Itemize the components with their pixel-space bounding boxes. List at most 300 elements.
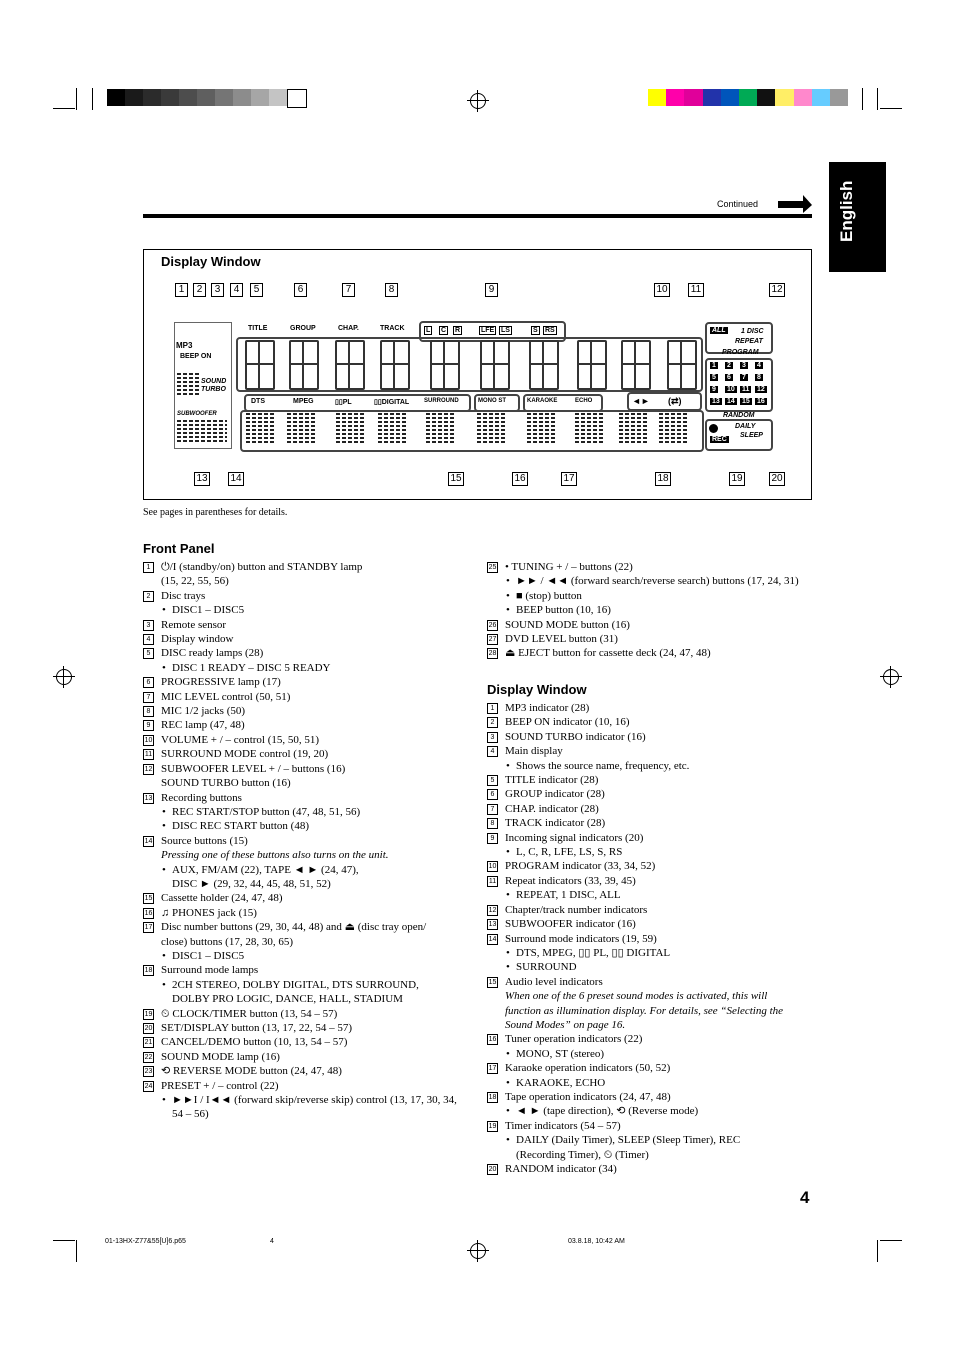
list-item [487,1119,783,1133]
item-text: Disc number buttons (29, 30, 44, 48) and ⏏ (disc tray open/ [161,921,427,934]
display-digit [289,340,319,390]
item-number: 26 [488,621,497,629]
color-swatch [161,89,179,106]
list-item [143,935,457,949]
list-item [143,1064,457,1078]
daily-indicator: DAILY [735,423,756,430]
color-swatch [215,89,233,106]
list-item [143,805,457,819]
item-number: 17 [488,1065,497,1073]
level-meter [659,413,689,445]
item-text: SUBWOOFER LEVEL + / – buttons (16) [161,762,346,775]
track-number-15: 15 [742,398,750,405]
track-number-11: 11 [742,386,750,393]
display-digit [480,340,510,390]
item-text: Cassette holder (24, 47, 48) [161,892,283,905]
language-tab-label: English [837,180,856,242]
mpeg-indicator: MPEG [293,398,314,405]
item-text: TITLE indicator (28) [505,774,599,787]
list-item [143,1021,457,1035]
track-number-3: 3 [742,362,746,369]
item-number: 2 [143,591,154,602]
track-number-1: 1 [712,362,716,369]
item-number: 10 [488,863,497,871]
color-swatch [107,89,125,106]
list-item [487,646,799,660]
list-item [143,819,457,833]
callout-17: 17 [561,472,577,486]
display-window-list [487,701,783,1176]
item-number: 1 [487,703,498,714]
front-panel-heading: Front Panel [143,541,215,556]
item-text: MIC 1/2 jacks (50) [161,705,246,718]
list-item [143,589,457,603]
list-item [143,1035,457,1049]
signal-rs: RS [545,327,555,334]
list-item [143,733,457,747]
callout-20: 20 [769,472,785,486]
callout-3: 3 [211,283,224,297]
level-meter [336,413,366,445]
item-number: 20 [488,1166,497,1173]
item-text: ⏻/I (standby/on) button and STANDBY lamp [161,561,363,573]
item-text: TRACK indicator (28) [505,817,606,830]
list-item [143,863,457,877]
level-meter [246,413,276,445]
callout-5: 5 [250,283,263,297]
color-swatch [269,89,287,106]
list-item [487,960,783,974]
item-number: 7 [143,692,154,703]
list-item [487,730,783,744]
color-swatch [703,89,721,106]
item-number: 22 [144,1053,153,1061]
callout-9: 9 [485,283,498,297]
color-swatch [721,89,739,106]
track-number-12: 12 [757,386,765,393]
level-meter [619,413,649,445]
color-swatch [143,89,161,106]
item-number: 2 [487,717,498,728]
item-text: ♫ PHONES jack (15) [161,906,257,919]
track-number-2: 2 [727,362,731,369]
item-number: 1 [143,562,154,573]
color-swatch [648,89,666,106]
item-text: SOUND TURBO button (16) [161,777,291,790]
item-number: 11 [488,877,497,885]
callout-7: 7 [342,283,355,297]
item-text: KARAOKE, ECHO [516,1076,606,1089]
list-item [487,946,783,960]
mp3-indicator: MP3 [176,341,193,350]
item-text: Tuner operation indicators (22) [505,1033,643,1046]
callout-16: 16 [512,472,528,486]
repeat-1disc-indicator: 1 DISC [741,328,764,335]
list-item [487,831,783,845]
item-text: DVD LEVEL button (31) [505,633,618,646]
item-text: MP3 indicator (28) [505,702,590,714]
item-text: DISC1 – DISC5 [172,949,245,962]
list-item [487,574,799,588]
signal-r: R [455,327,461,334]
level-meter [378,413,408,445]
level-meter [477,413,507,445]
item-number: 18 [144,967,153,975]
list-item [143,560,457,574]
list-item [487,1076,783,1090]
item-text: Timer indicators (54 – 57) [505,1119,621,1132]
display-digit [245,340,275,390]
list-item [487,744,783,758]
registration-mark-icon [56,669,72,685]
color-swatch [739,89,757,106]
item-number: 13 [144,794,153,802]
level-meter [527,413,557,445]
random-indicator: RANDOM [723,412,755,419]
list-item [487,1148,783,1162]
signal-ls: LS [501,327,510,334]
list-item [143,632,457,646]
item-text: DOLBY PRO LOGIC, DANCE, HALL, STADIUM [172,993,403,1006]
item-text: Main display [505,745,563,758]
crop-mark [880,1240,902,1241]
item-text: close) buttons (17, 28, 30, 65) [161,935,293,948]
item-number: 20 [144,1025,153,1032]
list-item [487,618,799,632]
list-item [487,1133,783,1147]
item-number: 8 [143,706,154,717]
timer-clock-icon [709,424,718,433]
subwoofer-level-bars [177,420,227,444]
item-text: Remote sensor [161,618,227,631]
sound-indicator: SOUND [201,378,227,385]
track-number-14: 14 [727,398,735,405]
item-text: SUBWOOFER indicator (16) [505,918,636,931]
item-text: DISC ► (29, 32, 44, 45, 48, 51, 52) [172,877,331,890]
level-meter [575,413,605,445]
track-number-10: 10 [727,386,735,393]
item-text: • TUNING + / – buttons (22) [505,561,633,573]
list-item [143,747,457,761]
list-item [487,816,783,830]
callout-6: 6 [294,283,307,297]
item-text: CANCEL/DEMO button (10, 13, 54 – 57) [161,1036,348,1049]
display-digit [529,340,559,390]
tape-direction-icon: ◄► [632,396,650,406]
reverse-mode-icon: (⇄) [668,396,682,406]
item-number: 12 [488,906,497,914]
sleep-indicator: SLEEP [740,432,763,439]
item-number: 10 [144,736,153,744]
track-number-9: 9 [712,386,716,393]
crop-mark [76,1240,77,1262]
item-text: REC START/STOP button (47, 48, 51, 56) [172,805,361,818]
list-item [487,888,783,902]
list-item [143,675,457,689]
color-swatch [666,89,684,106]
item-number: 25 [488,564,497,571]
list-item [143,618,457,632]
item-number: 24 [144,1082,153,1090]
signal-s: S [533,327,538,334]
signal-l: L [426,327,431,334]
item-text: DISC1 – DISC5 [172,604,245,617]
list-item [143,646,457,660]
item-number: 9 [487,833,498,844]
list-item [487,845,783,859]
list-item [487,975,783,989]
list-item [143,704,457,718]
track-number-6: 6 [727,374,731,381]
list-item [487,1004,783,1018]
track-number-16: 16 [757,398,765,405]
list-item [487,859,783,873]
crop-mark [880,108,902,109]
front-panel-column-2 [487,560,799,661]
list-item [143,1007,457,1021]
beep-on-indicator: BEEP ON [180,353,212,360]
chap-indicator: CHAP. [338,325,359,332]
item-text: Tape operation indicators (24, 47, 48) [505,1090,671,1103]
item-text: 54 – 56) [172,1108,209,1121]
display-digit [380,340,410,390]
track-indicator: TRACK [380,325,405,332]
list-item [487,989,783,1003]
list-item [143,848,457,862]
track-number-13: 13 [712,398,720,405]
item-text: RANDOM indicator (34) [505,1163,617,1175]
crop-mark [877,88,878,110]
language-tab [829,162,886,272]
list-item [143,1079,457,1093]
callout-13: 13 [194,472,210,486]
item-text: ►► / ◄◄ (forward search/reverse search) buttons (17, 24, 31) [516,575,799,588]
list-item [143,906,457,920]
repeat-all-indicator: ALL [712,327,726,334]
list-item [487,560,799,574]
track-number-7: 7 [742,374,746,381]
color-swatch [233,89,251,106]
item-text: BEEP ON indicator (10, 16) [505,716,630,729]
item-text: ►►I / I◄◄ (forward skip/reverse skip) control (13, 17, 30, 34, [172,1094,457,1107]
page-number: 4 [800,1188,810,1207]
item-text: 2CH STEREO, DOLBY DIGITAL, DTS SURROUND, [172,978,419,991]
item-text: DISC REC START button (48) [172,820,309,833]
item-number: 8 [487,818,498,829]
item-number: 5 [143,648,154,659]
turbo-indicator: TURBO [201,386,226,393]
item-number: 19 [488,1122,497,1130]
crop-mark [76,88,77,110]
list-item [487,589,799,603]
item-number: 27 [488,636,497,644]
item-number: 12 [144,765,153,773]
front-panel-column-1 [143,560,457,1122]
list-item [143,661,457,675]
track-number-5: 5 [712,374,716,381]
color-swatch [757,89,775,106]
crop-mark [53,1240,75,1241]
item-number: 6 [143,677,154,688]
item-number: 28 [488,650,497,658]
item-text: When one of the 6 preset sound modes is activated, this will [505,990,768,1003]
item-text: Repeat indicators (33, 39, 45) [505,874,636,887]
list-item [487,1032,783,1046]
item-text: function as illumination display. For details, see “Selecting the [505,1004,784,1017]
item-text: DISC ready lamps (28) [161,647,264,660]
item-number: 6 [487,789,498,800]
item-number: 14 [488,935,497,943]
item-number: 5 [487,775,498,786]
item-text: Surround mode indicators (19, 59) [505,932,657,945]
list-item [487,701,783,715]
list-item [143,1093,457,1107]
left-level-bars [177,373,199,397]
see-pages-note: See pages in parentheses for details. [143,507,288,518]
item-text: Disc trays [161,589,206,602]
list-item [143,791,457,805]
item-text: AUX, FM/AM (22), TAPE ◄ ► (24, 47), [172,863,359,876]
item-number: 13 [488,921,497,929]
list-item [143,690,457,704]
continued-arrow-icon [778,193,813,213]
crop-mark [53,108,75,109]
display-window-heading: Display Window [487,682,587,697]
list-item [487,932,783,946]
list-item [487,903,783,917]
echo-indicator: ECHO [575,398,593,404]
item-text: PROGRESSIVE lamp (17) [161,676,281,689]
item-text: REC lamp (47, 48) [161,719,245,732]
list-item [143,718,457,732]
crop-mark [92,88,93,110]
item-text: DISC 1 READY – DISC 5 READY [172,661,331,674]
item-text: SET/DISPLAY button (13, 17, 22, 54 – 57) [161,1022,353,1034]
color-swatch [179,89,197,106]
display-digit [577,340,607,390]
list-item [143,1107,457,1121]
item-text: SOUND MODE lamp (16) [161,1050,280,1063]
list-item [143,992,457,1006]
item-text: Incoming signal indicators (20) [505,831,644,844]
program-indicator: PROGRAM [722,349,759,356]
list-item [143,963,457,977]
list-item [487,1018,783,1032]
continued-label: Continued [717,199,759,209]
list-item [143,603,457,617]
color-swatch [775,89,793,106]
footer-date: 03.8.18, 10:42 AM [568,1238,625,1245]
item-text: Surround mode lamps [161,964,259,977]
track-number-4: 4 [757,362,761,369]
callout-10: 10 [654,283,670,297]
item-text: Audio level indicators [505,975,603,988]
track-number-8: 8 [757,374,761,381]
item-text: Pressing one of these buttons also turns on the unit. [161,849,389,862]
item-text: SURROUND MODE control (19, 20) [161,748,329,761]
item-text: BEEP button (10, 16) [516,604,611,617]
list-item [487,1061,783,1075]
level-meter [426,413,456,445]
item-text: (Recording Timer), ⏲ (Timer) [516,1148,649,1161]
item-number: 14 [144,837,153,845]
list-item [487,773,783,787]
list-item [487,1090,783,1104]
item-number: 7 [487,804,498,815]
color-swatch [125,89,143,106]
list-item [143,762,457,776]
list-item [143,949,457,963]
title-indicator: TITLE [248,325,268,332]
item-number: 21 [144,1039,153,1047]
item-text: DAILY (Daily Timer), SLEEP (Sleep Timer), REC [516,1134,741,1147]
item-text: ◄ ► (tape direction), ⟲ (Reverse mode) [516,1105,699,1118]
callout-14: 14 [228,472,244,486]
list-item [487,1047,783,1061]
item-text: CHAP. indicator (28) [505,802,599,815]
item-number: 4 [143,634,154,645]
item-text: Sound Modes” on page 16. [505,1018,626,1031]
dts-indicator: DTS [251,398,265,405]
callout-4: 4 [230,283,243,297]
rec-indicator: REC [712,436,727,443]
crop-mark [862,88,863,110]
item-text: SOUND TURBO indicator (16) [505,730,646,743]
level-meter [287,413,317,445]
figure-title: Display Window [161,254,261,269]
callout-19: 19 [729,472,745,486]
item-text: PROGRAM indicator (33, 34, 52) [505,860,656,873]
color-swatch [287,89,307,108]
registration-mark-icon [470,93,486,109]
crop-mark [877,1240,878,1262]
item-number: 11 [144,751,153,759]
item-text: ⏏ EJECT button for cassette deck (24, 47, 48) [505,647,711,660]
list-item [487,874,783,888]
color-swatch [684,89,702,106]
item-number: 17 [144,924,153,932]
list-item [143,1050,457,1064]
item-text: Karaoke operation indicators (50, 52) [505,1062,671,1075]
surround-indicator: SURROUND [424,398,459,404]
signal-c: C [441,327,447,334]
color-swatch [251,89,269,106]
item-number: 16 [488,1036,497,1044]
display-digit [335,340,365,390]
item-text: L, C, R, LFE, LS, S, RS [516,846,623,859]
callout-11: 11 [688,283,704,297]
footer-file: 01-13HX-Z77&55[U]6.p65 [105,1238,186,1245]
registration-mark-icon [470,1243,486,1259]
callout-1: 1 [175,283,188,297]
karaoke-indicator: KARAOKE [527,398,558,404]
callout-12: 12 [769,283,785,297]
ddigital-indicator: ▯▯DIGITAL [374,399,410,406]
list-item [487,787,783,801]
item-text: GROUP indicator (28) [505,788,605,801]
item-text: DTS, MPEG, ▯▯ PL, ▯▯ DIGITAL [516,946,671,959]
item-text: Recording buttons [161,791,242,804]
footer-page: 4 [270,1238,274,1245]
item-text: ⟲ REVERSE MODE button (24, 47, 48) [161,1065,342,1078]
signal-lfe: LFE [481,327,495,334]
item-text: ■ (stop) button [516,589,582,602]
item-text: SOUND MODE button (16) [505,618,630,631]
item-text: Chapter/track number indicators [505,903,648,916]
list-item [143,978,457,992]
callout-2: 2 [193,283,206,297]
list-item [143,877,457,891]
